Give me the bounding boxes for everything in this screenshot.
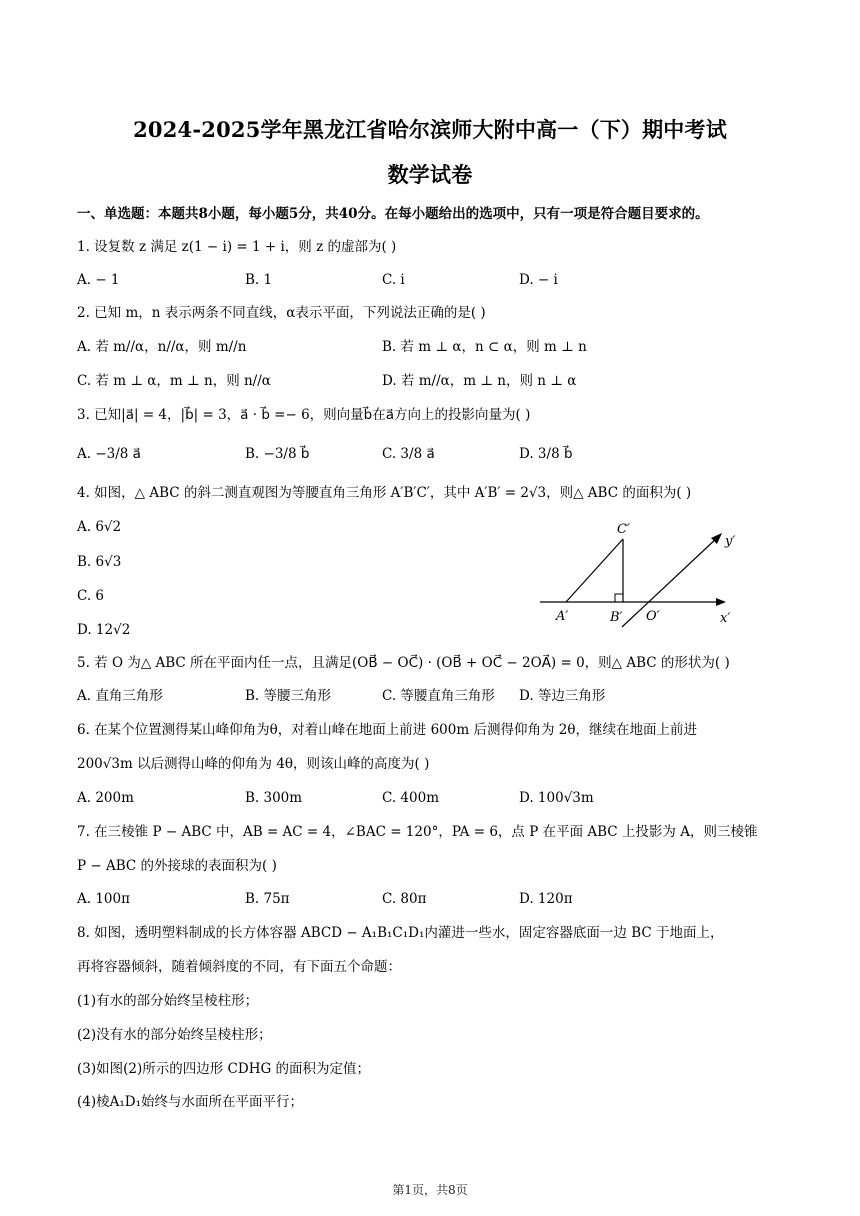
y-axis-line bbox=[622, 537, 718, 627]
question-3-option-b: B. −3/8 b⃗ bbox=[245, 446, 310, 462]
question-7-option-c: C. 80π bbox=[382, 891, 427, 907]
question-6-stem-cont: 200√3m 以后测得山峰的仰角为 4θ，则该山峰的高度为( ) bbox=[77, 756, 430, 772]
question-4-option-c: C. 6 bbox=[77, 588, 105, 604]
question-5-stem: 5. 若 O 为△ ABC 所在平面内任一点，且满足(OB⃗ − OC⃗) · (OB⃗ + OC⃗ − 2OA⃗) = 0，则△ ABC 的形状为( ) bbox=[77, 655, 730, 671]
question-2-option-c: C. 若 m ⊥ α，m ⊥ n，则 n//α bbox=[77, 373, 271, 389]
question-7-option-a: A. 100π bbox=[77, 891, 130, 907]
right-angle-mark bbox=[615, 594, 623, 602]
question-6-option-c: C. 400m bbox=[382, 790, 439, 806]
label-c-prime: C′ bbox=[617, 522, 630, 537]
question-1-stem: 1. 设复数 z 满足 z(1 − i) = 1 + i，则 z 的虚部为( ) bbox=[77, 239, 397, 255]
page-footer: 第1页，共8页 bbox=[392, 1183, 468, 1197]
question-6-option-a: A. 200m bbox=[77, 790, 134, 806]
question-2-stem: 2. 已知 m，n 表示两条不同直线，α表示平面，下列说法正确的是( ) bbox=[77, 305, 486, 321]
question-5-option-b: B. 等腰三角形 bbox=[245, 688, 332, 704]
question-7-option-b: B. 75π bbox=[245, 891, 290, 907]
question-3-option-a: A. −3/8 a⃗ bbox=[77, 446, 141, 462]
question-7-stem-cont: P − ABC 的外接球的表面积为( ) bbox=[77, 858, 277, 874]
label-b-prime: B′ bbox=[610, 610, 623, 625]
question-4-option-b: B. 6√3 bbox=[77, 554, 122, 570]
question-8-proposition-1: (1)有水的部分始终呈棱柱形； bbox=[77, 993, 259, 1009]
label-o-prime: O′ bbox=[646, 609, 660, 624]
question-1-option-d: D. − i bbox=[519, 272, 558, 288]
question-6-option-b: B. 300m bbox=[245, 790, 303, 806]
question-4-option-d: D. 12√2 bbox=[77, 622, 131, 638]
question-4-option-a: A. 6√2 bbox=[77, 519, 122, 535]
question-6-stem: 6. 在某个位置测得某山峰仰角为θ，对着山峰在地面上前进 600m 后测得仰角为 2θ，继续在地面上前进 bbox=[77, 722, 697, 738]
question-7-option-d: D. 120π bbox=[519, 891, 573, 907]
question-3-stem: 3. 已知|a⃗| = 4，|b⃗| = 3，a⃗ · b⃗ =− 6，则向量b⃗在a⃗方向上的投影向量为( ) bbox=[77, 407, 531, 423]
question-6-option-d: D. 100√3m bbox=[519, 790, 594, 806]
question-5-option-d: D. 等边三角形 bbox=[519, 688, 606, 704]
side-a-c bbox=[566, 539, 623, 602]
question-2-option-d: D. 若 m//α，m ⊥ n，则 n ⊥ α bbox=[382, 373, 577, 389]
question-2-option-a: A. 若 m//α，n//α，则 m//n bbox=[77, 339, 247, 355]
exam-subtitle: 数学试卷 bbox=[387, 162, 473, 187]
question-5-option-c: C. 等腰直角三角形 bbox=[382, 688, 495, 704]
question-5-option-a: A. 直角三角形 bbox=[77, 688, 163, 704]
x-axis-arrow bbox=[716, 598, 726, 606]
label-x-axis: x′ bbox=[720, 611, 731, 626]
oblique-view-figure bbox=[530, 515, 750, 635]
question-4-stem: 4. 如图，△ ABC 的斜二测直观图为等腰直角三角形 A′B′C′，其中 A′B′ = 2√3，则△ ABC 的面积为( ) bbox=[77, 485, 692, 501]
question-1-option-c: C. i bbox=[382, 272, 405, 288]
label-a-prime: A′ bbox=[556, 609, 569, 624]
question-8-proposition-2: (2)没有水的部分始终呈棱柱形； bbox=[77, 1027, 272, 1043]
question-3-option-c: C. 3/8 a⃗ bbox=[382, 446, 435, 462]
section-heading: 一、单选题：本题共8小题，每小题5分，共40分。在每小题给出的选项中，只有一项是符合题目要求的。 bbox=[77, 206, 709, 222]
question-8-proposition-3: (3)如图(2)所示的四边形 CDHG 的面积为定值； bbox=[77, 1061, 371, 1077]
question-1-option-b: B. 1 bbox=[245, 272, 273, 288]
exam-title: 2024-2025学年黑龙江省哈尔滨师大附中高一（下）期中考试 bbox=[133, 117, 727, 142]
question-8-proposition-4: (4)棱A₁D₁始终与水面所在平面平行； bbox=[77, 1094, 304, 1110]
question-8-stem: 8. 如图，透明塑料制成的长方体容器 ABCD − A₁B₁C₁D₁内灌进一些水，固定容器底面一边 BC 于地面上， bbox=[77, 925, 724, 941]
label-y-axis: y′ bbox=[725, 534, 736, 549]
question-3-option-d: D. 3/8 b⃗ bbox=[519, 446, 573, 462]
question-1-option-a: A. − 1 bbox=[77, 272, 120, 288]
question-7-stem: 7. 在三棱锥 P − ABC 中，AB = AC = 4，∠BAC = 120°，PA = 6，点 P 在平面 ABC 上投影为 A，则三棱锥 bbox=[77, 824, 758, 840]
question-8-stem-cont: 再将容器倾斜，随着倾斜度的不同，有下面五个命题： bbox=[77, 959, 401, 975]
question-2-option-b: B. 若 m ⊥ α，n ⊂ α，则 m ⊥ n bbox=[382, 339, 587, 355]
